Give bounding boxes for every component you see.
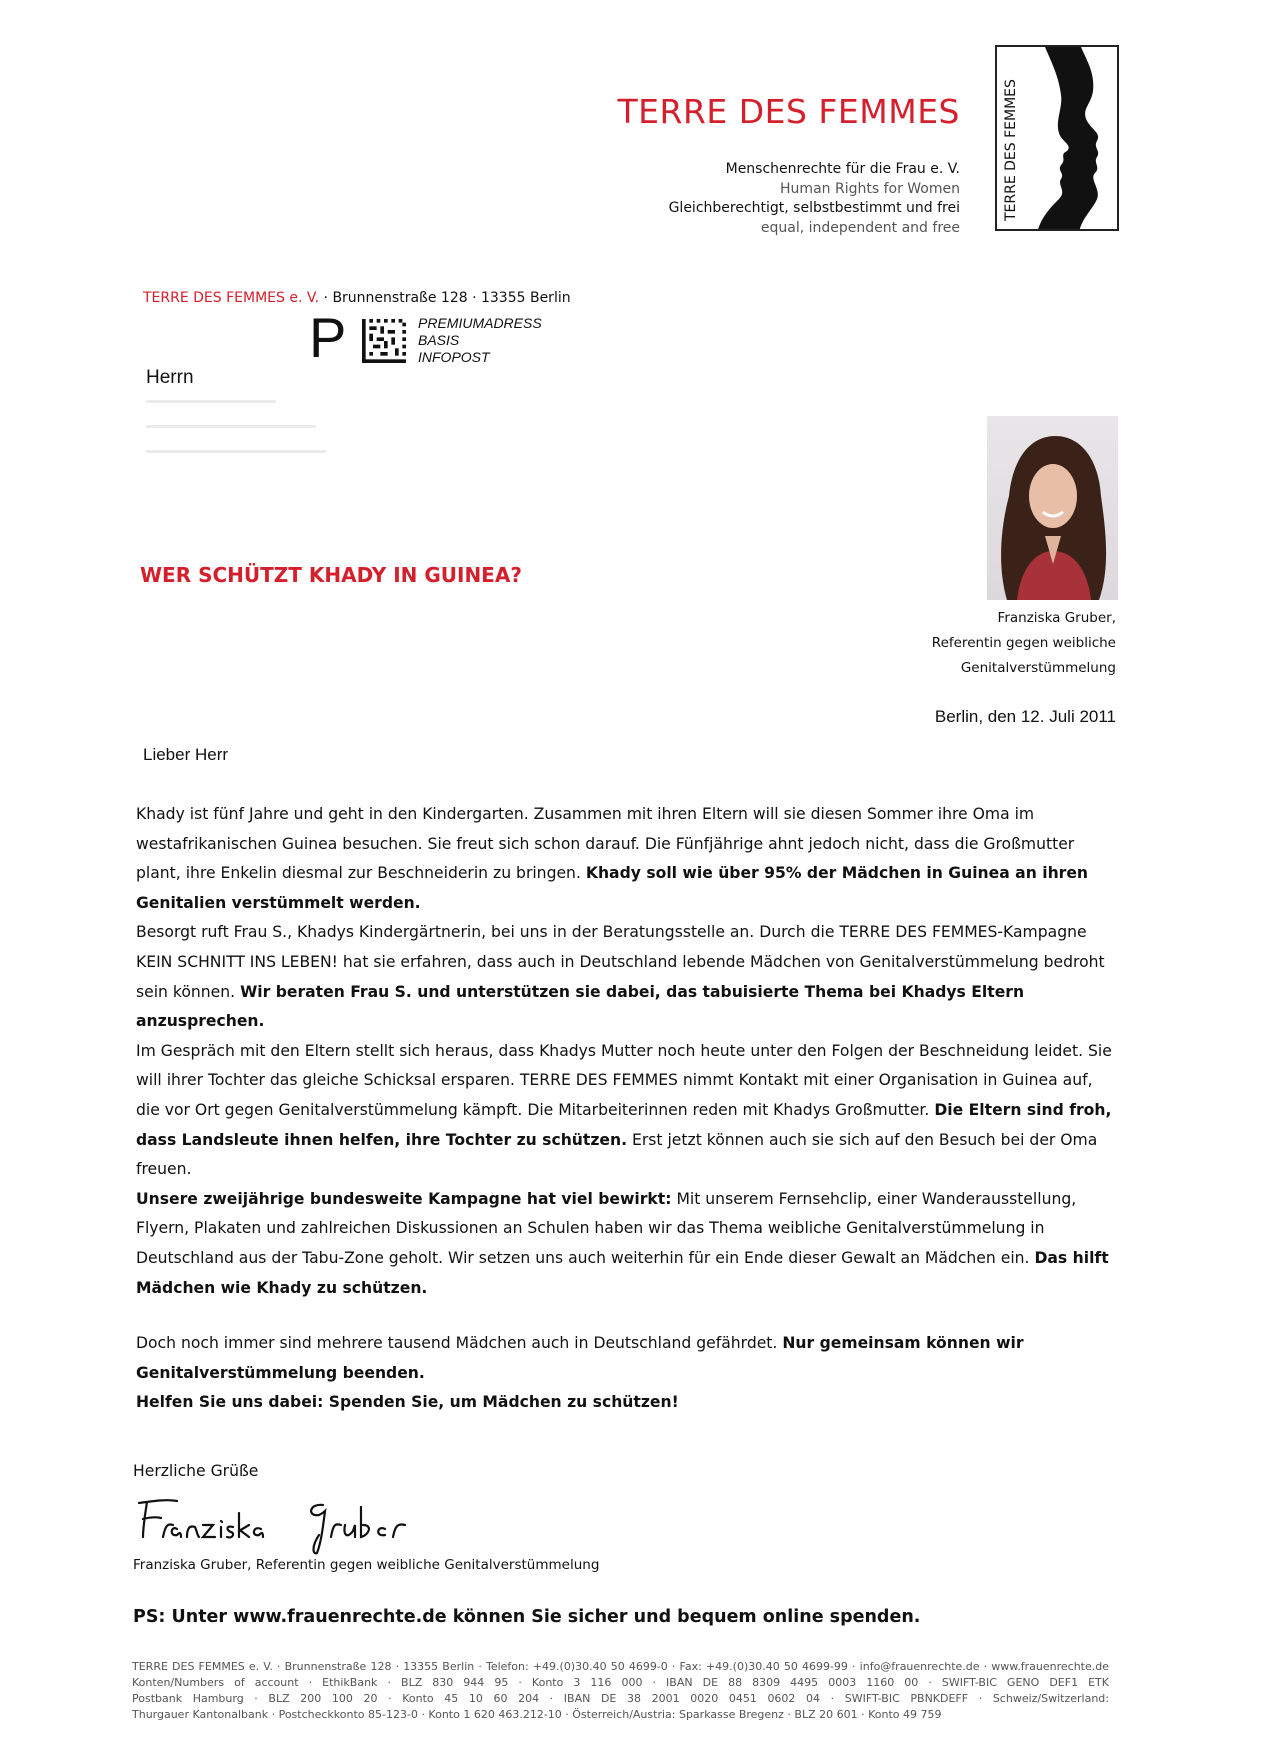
sender-org: TERRE DES FEMMES e. V. (143, 290, 320, 306)
text-run: Besorgt ruft Frau S., Khadys Kindergärtnerin, bei uns in der Beratungsstelle an. Durch die TERRE DES FEMMES-Kampagne KEIN SCHNITT INS LEBEN! hat sie erfahren, dass auch in Deutschland lebende Mädchen von Genitalverstümmelung bedroht sein können. (136, 923, 1105, 1001)
text-run: Erst jetzt können auch sie sich auf den Besuch bei der Oma freuen. (136, 1130, 1098, 1179)
footer-line: TERRE DES FEMMES e. V. · Brunnenstraße 128 · 13355 Berlin · Telefon: +49.(0)30.40 50 4699-0 · Fax: +49.(0)30.40 50 4699-99 · info@frauenrechte.de · www.frauenrechte.de (132, 1660, 1109, 1673)
text-run: Im Gespräch mit den Eltern stellt sich heraus, dass Khadys Mutter noch heute unter den Folgen der Beschneidung leidet. Sie will ihrer Tochter das gleiche Schicksal ersparen. TERRE DES FEMMES nimmt Kontakt mit einer Organisation in Guinea auf, die vor Ort gegen Genitalverstümmelung kämpft. Die Mitarbeiterinnen reden mit Khadys Großmutter. (136, 1041, 1112, 1119)
recipient-salutation: Herrn (146, 367, 194, 388)
body-paragraph (136, 1185, 1121, 1303)
tagline-en-2: equal, independent and free (760, 219, 960, 236)
letter-body (136, 800, 1121, 1418)
text-run: Khady ist fünf Jahre und geht in den Kindergarten. Zusammen mit ihren Eltern will sie diesen Sommer ihre Oma im westafrikanischen Guinea besuchen. Sie freut sich schon darauf. Die Fünfjährige ahnt jedoch nicht, dass die Großmutter plant, ihre Enkelin diesmal zur Beschneiderin zu bringen. (136, 805, 1075, 883)
letter-headline: WER SCHÜTZT KHADY IN GUINEA? (140, 563, 522, 587)
redacted-address-line (146, 400, 276, 403)
bold-run: Helfen Sie uns dabei: Spenden Sie, um Mädchen zu schützen! (136, 1393, 679, 1412)
text-run: Mit unserem Fernsehclip, einer Wanderausstellung, Flyern, Plakaten und zahlreichen Diskussionen an Schulen haben wir das Thema weibliche Genitalverstümmelung in Deutschland aus der Tabu-Zone geholt. Wir setzen uns auch weiterhin für ein Ende dieser Gewalt an Mädchen ein. (136, 1189, 1077, 1267)
postage-p-mark: P (309, 306, 347, 369)
letter-footer (132, 1659, 1109, 1723)
call-to-action (136, 1388, 1121, 1418)
body-paragraph (136, 1037, 1121, 1185)
text-run: Doch noch immer sind mehrere tausend Mädchen auch in Deutschland gefährdet. (136, 1334, 783, 1353)
tagline-de-1: Menschenrechte für die Frau e. V. (725, 161, 960, 177)
body-paragraph (136, 800, 1121, 918)
logo-text: TERRE DES FEMMES (1003, 79, 1019, 221)
author-caption (800, 606, 1116, 681)
handwritten-signature (133, 1495, 413, 1555)
bold-run: Wir beraten Frau S. und unterstützen sie dabei, das tabuisierte Thema bei Khadys Eltern anzusprechen. (136, 982, 1025, 1031)
footer-line: Konten/Numbers of account · EthikBank · BLZ 830 944 95 · Konto 3 116 000 · IBAN DE 88 8309 4495 0003 1160 00 · SWIFT-BIC GENO DEF1 ETK (132, 1676, 1109, 1689)
footer-line: Thurgauer Kantonalbank · Postcheckkonto 85-123-0 · Konto 1 620 463.212-10 · Österreich/Austria: Sparkasse Bregenz · BLZ 20 601 · Konto 49 759 (132, 1708, 942, 1721)
footer-line: Postbank Hamburg · BLZ 200 100 20 · Konto 45 10 60 204 · IBAN DE 38 2001 0020 0451 0602 04 · SWIFT-BIC PBNKDEFF · Schweiz/Switzerland: (132, 1692, 1109, 1705)
postage-label (418, 315, 542, 366)
bold-run: Unsere zweijährige bundesweite Kampagne hat viel bewirkt: (136, 1189, 672, 1208)
body-paragraph (136, 918, 1121, 1036)
sender-street: · Brunnenstraße 128 · 13355 Berlin (319, 290, 571, 306)
postscript: PS: Unter www.frauenrechte.de können Sie sicher und bequem online spenden. (133, 1607, 921, 1627)
redacted-address-line (146, 450, 326, 453)
caption-line: Genitalverstümmelung (960, 660, 1116, 676)
redacted-address-line (146, 425, 316, 428)
postage-line: INFOPOST (418, 349, 490, 365)
bold-run: Khady soll wie über 95% der Mädchen in Guinea an ihren Genitalien verstümmelt werden. (136, 864, 1089, 912)
datamatrix-code-icon (361, 319, 407, 363)
bold-run: Die Eltern sind froh, dass Landsleute ihnen helfen, ihre Tochter zu schützen. (136, 1100, 1112, 1149)
letter-date: Berlin, den 12. Juli 2011 (934, 707, 1116, 726)
org-tagline (560, 160, 960, 238)
closing: Herzliche Grüße (133, 1462, 259, 1480)
signer-line: Franziska Gruber, Referentin gegen weibliche Genitalverstümmelung (133, 1557, 600, 1573)
tagline-en-1: Human Rights for Women (780, 180, 960, 197)
caption-line: Referentin gegen weibliche (931, 635, 1116, 651)
bold-run: Nur gemeinsam können wir Genitalverstümmelung beenden. (136, 1334, 1024, 1382)
org-title: TERRE DES FEMMES (617, 92, 960, 131)
letter-salutation: Lieber Herr (143, 745, 229, 764)
org-logo (995, 45, 1119, 231)
tagline-de-2: Gleichberechtigt, selbstbestimmt und frei (668, 200, 960, 216)
postage-line: PREMIUMADRESS (418, 315, 542, 331)
author-photo (987, 416, 1118, 600)
caption-line: Franziska Gruber, (997, 610, 1116, 626)
portrait-image (987, 416, 1118, 600)
sender-return-address (143, 290, 571, 306)
postage-line: BASIS (418, 332, 460, 348)
bold-run: Das hilft Mädchen wie Khady zu schützen. (136, 1248, 1109, 1297)
body-paragraph (136, 1329, 1121, 1388)
